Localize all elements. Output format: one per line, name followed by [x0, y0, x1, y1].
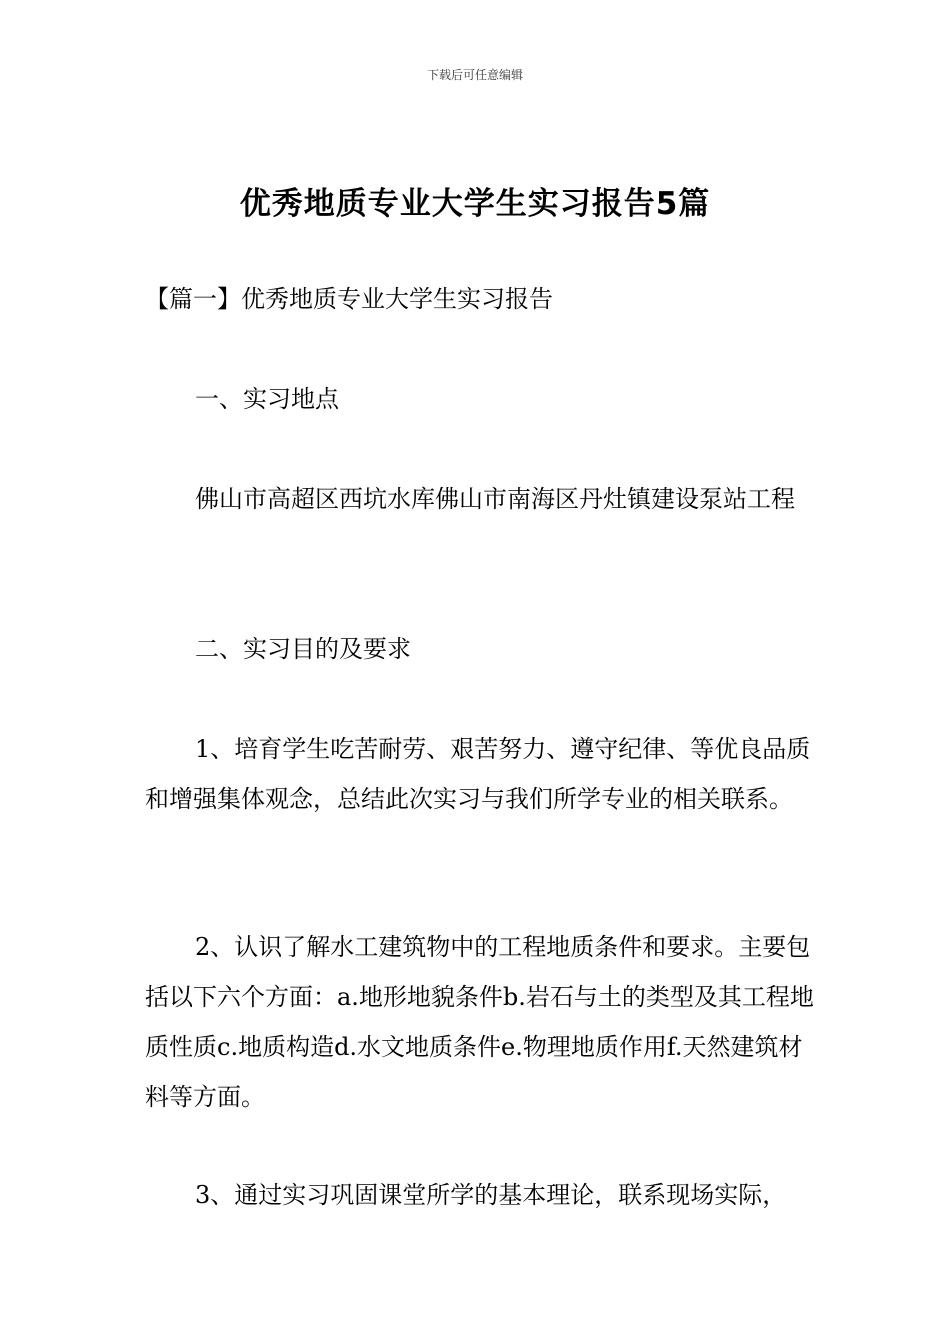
paragraph-purpose-heading: 二、实习目的及要求	[195, 635, 411, 663]
header-note: 下载后可任意编辑	[426, 68, 523, 82]
document-title: 优秀地质专业大学生实习报告5篇	[239, 186, 711, 222]
paragraph-item-2: 2、认识了解水工建筑物中的工程地质条件和要求。主要包括以下六个方面：a.地形地貌条件b.岩石与土的类型及其工程地质性质c.地质构造d.水文地质条件e.物理地质作用f.天然建筑材料等方面。	[145, 933, 814, 1111]
paragraph-item-3: 3、通过实习巩固课堂所学的基本理论，联系现场实际，	[195, 1181, 787, 1209]
paragraph-location: 佛山市高超区西坑水库佛山市南海区丹灶镇建设泵站工程	[195, 485, 795, 513]
paragraph-location-heading: 一、实习地点	[195, 385, 339, 413]
section-heading: 【篇一】优秀地质专业大学生实习报告	[145, 285, 553, 313]
paragraph-item-1: 1、培育学生吃苦耐劳、艰苦努力、遵守纪律、等优良品质和增强集体观念，总结此次实习与我们所学专业的相关联系。	[145, 735, 811, 813]
